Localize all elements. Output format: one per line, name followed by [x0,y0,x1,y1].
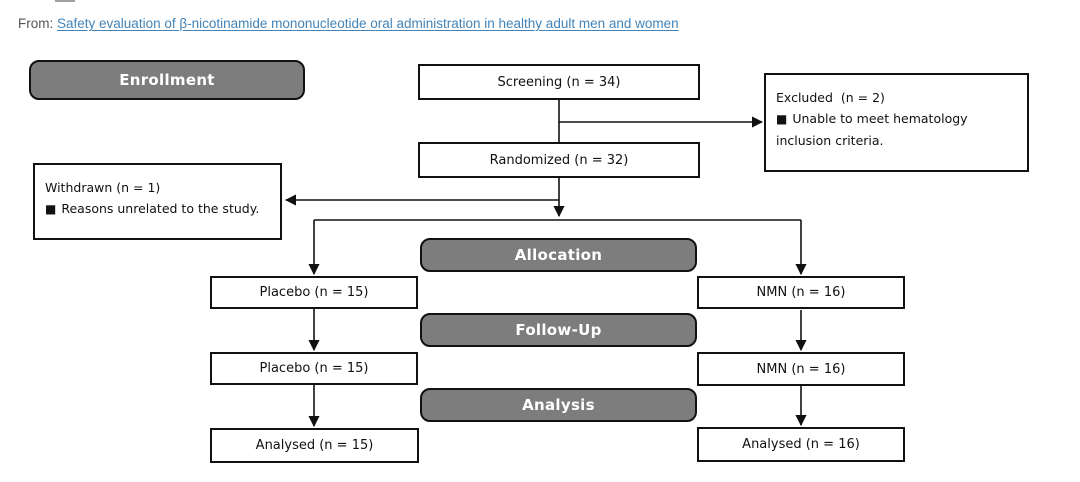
stage-follow-up: Follow-Up [420,313,697,347]
node-nmn-analysed: Analysed (n = 16) [697,427,905,462]
from-label: From: [18,16,54,31]
square-bullet-icon: ■ [776,112,788,126]
withdrawn-reason [45,198,272,220]
node-nmn-allocated: NMN (n = 16) [697,276,905,309]
stage-enrollment: Enrollment [29,60,305,100]
excluded-reason-text: Unable to meet hematology inclusion criteria. [776,111,968,148]
node-placebo-analysed: Analysed (n = 15) [210,428,419,463]
withdrawn-reason-text: Reasons unrelated to the study. [61,201,260,216]
stage-allocation: Allocation [420,238,697,272]
withdrawn-box [33,163,282,240]
node-placebo-followed: Placebo (n = 15) [210,352,418,385]
excluded-reason [776,108,1019,151]
square-bullet-icon: ■ [45,202,57,216]
excluded-title: Excluded (n = 2) [776,90,885,105]
node-randomized: Randomized (n = 32) [418,142,700,178]
excluded-box [764,73,1029,172]
article-title-link[interactable]: Safety evaluation of β-nicotinamide mononucleotide oral administration in healthy adult men and women [57,16,679,31]
node-placebo-allocated: Placebo (n = 15) [210,276,418,309]
node-nmn-followed: NMN (n = 16) [697,352,905,386]
withdrawn-title: Withdrawn (n = 1) [45,180,161,195]
node-screening: Screening (n = 34) [418,64,700,100]
stage-analysis: Analysis [420,388,697,422]
